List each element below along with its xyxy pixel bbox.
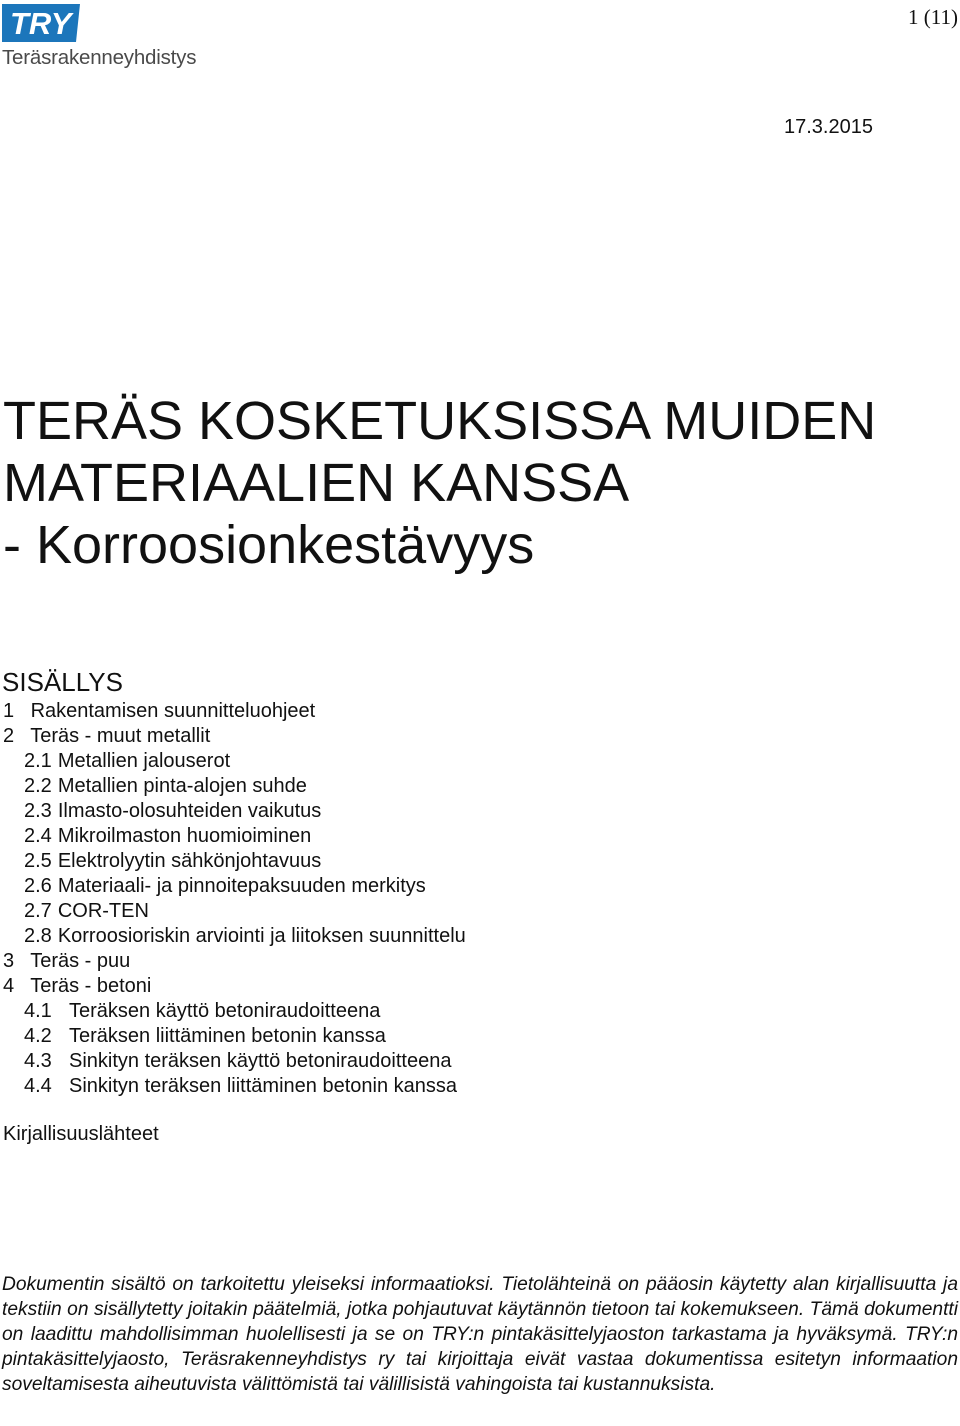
toc-label: Teräs - muut metallit — [30, 725, 211, 747]
try-logo — [0, 4, 215, 70]
toc-number: 2.2 — [24, 775, 52, 797]
toc-label: Mikroilmaston huomioiminen — [57, 825, 312, 847]
toc-item-4-3 — [3, 1049, 466, 1074]
toc-number: 2.8 — [24, 925, 52, 947]
toc-number: 4.4 — [24, 1075, 52, 1097]
title-line-2: MATERIAALIEN KANSSA — [3, 453, 630, 513]
toc-item-2-6 — [3, 874, 466, 899]
references-heading: Kirjallisuuslähteet — [3, 1123, 159, 1145]
title-line-1: TERÄS KOSKETUKSISSA MUIDEN — [3, 391, 877, 451]
toc-heading: SISÄLLYS — [2, 667, 123, 697]
toc-label: COR-TEN — [57, 900, 149, 922]
document-title — [3, 390, 953, 576]
toc-label: Korroosioriskin arviointi ja liitoksen suunnittelu — [57, 925, 466, 947]
toc-label: Materiaali- ja pinnoitepaksuuden merkitys — [57, 875, 426, 897]
toc-label: Rakentamisen suunnitteluohjeet — [30, 700, 316, 722]
toc-label: Ilmasto-olosuhteiden vaikutus — [57, 800, 322, 822]
toc-item-2-7 — [3, 899, 466, 924]
toc-item-2-4 — [3, 824, 466, 849]
toc-number: 3 — [3, 950, 15, 972]
disclaimer-text: Dokumentin sisältö on tarkoitettu yleiseksi informaatioksi. Tietolähteinä on pääosin käytetty alan kirjallisuutta ja tekstiin on sisällytetty joitakin päätelmiä, jotka pohjautuvat käytännön tietoon tai kokemukseen. Tämä dokumentti on laadittu mahdollisimman huolellisesti ja se on TRY:n pintakäsittelyjaoston tarkastama ja hyväksymä. TRY:n pintakäsittelyjaosto, Teräsrakenneyhdistys ry tai kirjoittaja eivät vastaa dokumentissa esitetyn informaation soveltamisesta aiheutuvista välittömistä tai välillisistä vahingoista tai kustannuksista. — [2, 1274, 958, 1395]
toc-number: 2.6 — [24, 875, 52, 897]
toc-label: Sinkityn teräksen liittäminen betonin kanssa — [69, 1075, 457, 1097]
toc-number: 1 — [3, 700, 15, 722]
toc-number: 2.4 — [24, 825, 52, 847]
toc-number: 4.1 — [24, 1000, 52, 1022]
toc-label: Teräs - puu — [30, 950, 131, 972]
toc-number: 2.7 — [24, 900, 52, 922]
toc-number: 2.5 — [24, 850, 52, 872]
toc-number: 2 — [3, 725, 15, 747]
toc-item-2 — [3, 724, 466, 749]
toc-label: Teräksen käyttö betoniraudoitteena — [69, 1000, 381, 1022]
title-line-3: - Korroosionkestävyys — [3, 515, 535, 575]
toc-item-4-1 — [3, 999, 466, 1024]
toc-number: 2.3 — [24, 800, 52, 822]
toc-number: 4 — [3, 975, 15, 997]
toc-number: 4.2 — [24, 1025, 52, 1047]
document-date: 17.3.2015 — [784, 116, 873, 138]
toc-item-4-4 — [3, 1074, 466, 1099]
toc-item-3 — [3, 949, 466, 974]
toc-number: 4.3 — [24, 1050, 52, 1072]
toc-item-2-3 — [3, 799, 466, 824]
toc-label: Sinkityn teräksen käyttö betoniraudoitteena — [69, 1050, 452, 1072]
toc-label: Metallien jalouserot — [57, 750, 231, 772]
toc-item-1 — [3, 699, 466, 724]
toc-item-2-8 — [3, 924, 466, 949]
table-of-contents — [3, 699, 466, 1099]
logo-subtitle: Teräsrakenneyhdistys — [2, 46, 197, 69]
toc-item-2-5 — [3, 849, 466, 874]
page-number: 1 (11) — [908, 5, 958, 29]
toc-item-4-2 — [3, 1024, 466, 1049]
toc-label: Metallien pinta-alojen suhde — [57, 775, 307, 797]
toc-number: 2.1 — [24, 750, 52, 772]
toc-label: Elektrolyytin sähkönjohtavuus — [57, 850, 322, 872]
toc-label: Teräs - betoni — [30, 975, 152, 997]
toc-label: Teräksen liittäminen betonin kanssa — [69, 1025, 386, 1047]
toc-item-2-2 — [3, 774, 466, 799]
logo-mark-text: TRY — [10, 6, 72, 41]
toc-item-2-1 — [3, 749, 466, 774]
try-logo-mark — [0, 4, 80, 42]
toc-item-4 — [3, 974, 466, 999]
